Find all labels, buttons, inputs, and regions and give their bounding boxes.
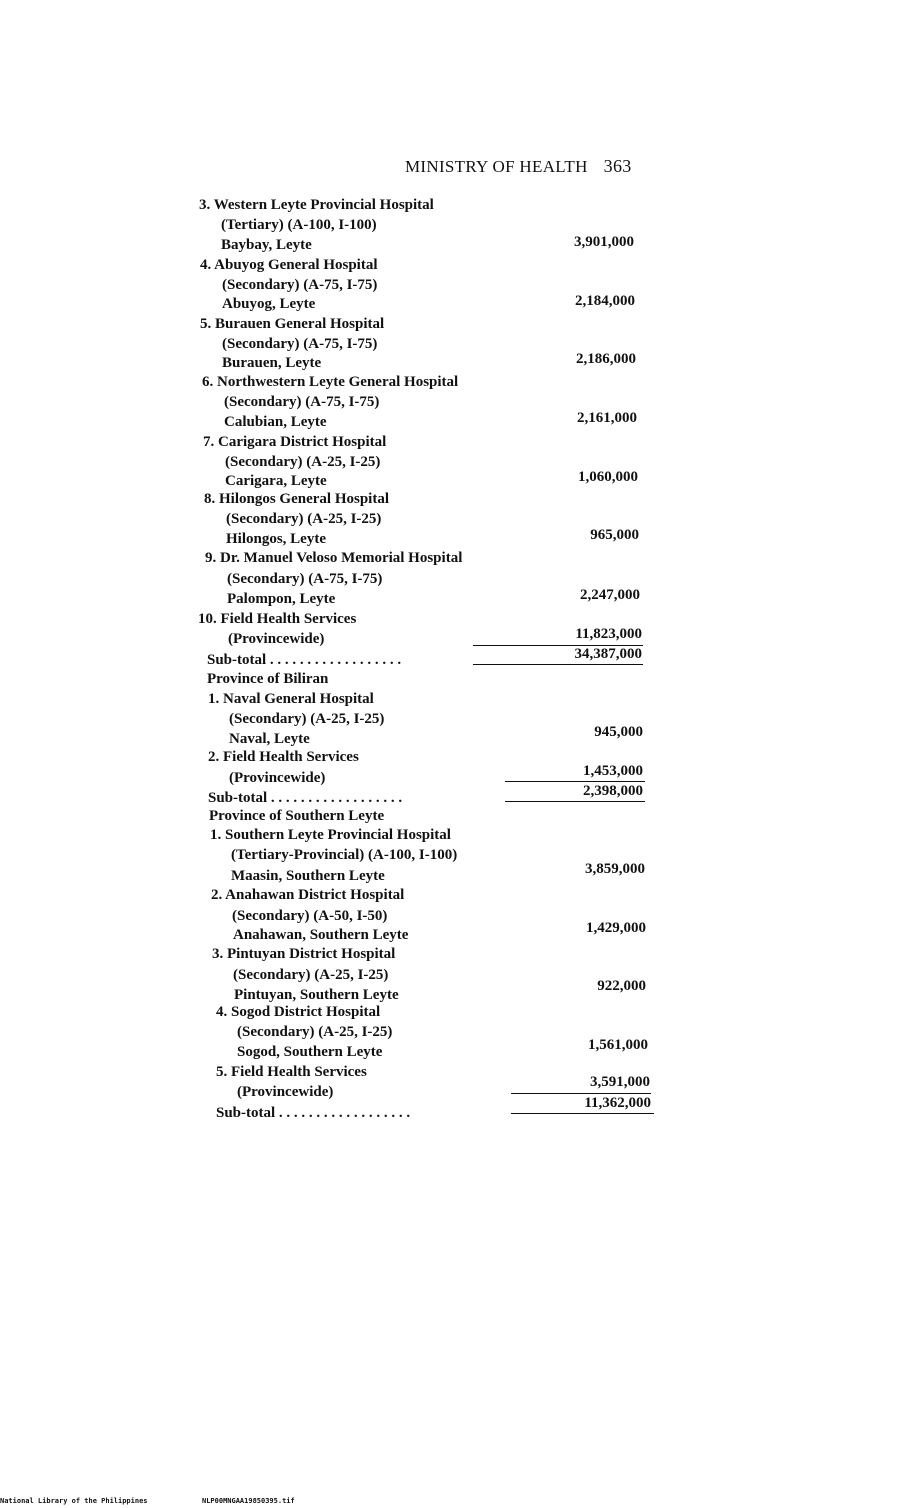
page-title: MINISTRY OF HEALTH — [405, 157, 588, 176]
page-number: 363 — [603, 156, 632, 176]
item-location: Baybay, Leyte — [221, 237, 312, 253]
item-class: (Secondary) (A-25, I-25) — [229, 711, 385, 727]
item-name: 9. Dr. Manuel Veloso Memorial Hospital — [205, 550, 463, 566]
item-class: (Secondary) (A-50, I-50) — [232, 908, 388, 924]
subtotal-label: Sub-total . . . . . . . . . . . . . . . . . . — [207, 652, 402, 668]
item-class: (Secondary) (A-25, I-25) — [233, 967, 389, 983]
subtotal-underline — [511, 1113, 654, 1114]
item-location: Palompon, Leyte — [227, 591, 336, 607]
item-class: (Secondary) (A-75, I-75) — [224, 394, 380, 410]
item-amount: 1,561,000 — [588, 1037, 648, 1053]
section-heading: Province of Southern Leyte — [209, 808, 385, 824]
subtotal-amount: 2,398,000 — [583, 783, 643, 799]
item-name: 3. Western Leyte Provincial Hospital — [199, 197, 434, 213]
subtotal-underline — [473, 664, 643, 665]
item-name: 8. Hilongos General Hospital — [204, 491, 390, 507]
item-amount: 1,453,000 — [583, 763, 643, 779]
page-header — [405, 156, 632, 177]
item-amount: 965,000 — [590, 527, 639, 543]
item-name: 3. Pintuyan District Hospital — [212, 946, 396, 962]
item-class: (Secondary) (A-75, I-75) — [222, 277, 378, 293]
item-location: Anahawan, Southern Leyte — [233, 927, 409, 943]
item-name: 1. Naval General Hospital — [208, 691, 374, 707]
item-location: Pintuyan, Southern Leyte — [234, 987, 399, 1003]
item-name: 4. Abuyog General Hospital — [200, 257, 378, 273]
item-amount: 2,161,000 — [577, 410, 637, 426]
item-class: (Secondary) (A-75, I-75) — [222, 336, 378, 352]
subtotal-underline — [505, 801, 645, 802]
item-name: 7. Carigara District Hospital — [203, 434, 387, 450]
item-name: 1. Southern Leyte Provincial Hospital — [210, 827, 451, 843]
item-location: Carigara, Leyte — [225, 473, 327, 489]
subtotal-label: Sub-total . . . . . . . . . . . . . . . . . . — [216, 1105, 411, 1121]
item-class: (Provincewide) — [228, 631, 325, 647]
item-location: Hilongos, Leyte — [226, 531, 326, 547]
item-class: (Provincewide) — [229, 770, 326, 786]
item-name: 5. Field Health Services — [216, 1064, 367, 1080]
item-class: (Secondary) (A-25, I-25) — [237, 1024, 393, 1040]
item-amount: 2,184,000 — [575, 293, 635, 309]
item-amount: 1,060,000 — [578, 469, 638, 485]
item-class: (Tertiary) (A-100, I-100) — [221, 217, 377, 233]
item-location: Calubian, Leyte — [224, 414, 327, 430]
section-heading: Province of Biliran — [207, 671, 329, 687]
subtotal-amount: 11,362,000 — [584, 1095, 651, 1111]
item-location: Maasin, Southern Leyte — [231, 868, 385, 884]
item-class: (Secondary) (A-25, I-25) — [226, 511, 382, 527]
item-amount: 2,186,000 — [576, 351, 636, 367]
item-amount: 3,859,000 — [585, 861, 645, 877]
item-name: 6. Northwestern Leyte General Hospital — [202, 374, 459, 390]
item-class: (Secondary) (A-25, I-25) — [225, 454, 381, 470]
item-amount: 3,591,000 — [590, 1074, 650, 1090]
item-amount: 1,429,000 — [586, 920, 646, 936]
item-amount: 922,000 — [597, 978, 646, 994]
item-name: 2. Field Health Services — [208, 749, 359, 765]
item-name: 10. Field Health Services — [198, 611, 357, 627]
item-amount: 2,247,000 — [580, 587, 640, 603]
item-class: (Tertiary-Provincial) (A-100, I-100) — [231, 847, 458, 863]
item-class: (Provincewide) — [237, 1084, 334, 1100]
item-amount: 3,901,000 — [574, 234, 634, 250]
item-class: (Secondary) (A-75, I-75) — [227, 571, 383, 587]
item-location: Sogod, Southern Leyte — [237, 1044, 383, 1060]
item-amount: 11,823,000 — [575, 626, 642, 642]
item-amount: 945,000 — [594, 724, 643, 740]
item-location: Burauen, Leyte — [222, 355, 322, 371]
subtotal-amount: 34,387,000 — [574, 646, 642, 662]
item-location: Abuyog, Leyte — [222, 296, 316, 312]
item-name: 2. Anahawan District Hospital — [211, 887, 405, 903]
footer-file: NLP00MNGAA19850395.tif — [202, 1497, 295, 1505]
item-name: 5. Burauen General Hospital — [200, 316, 385, 332]
item-name: 4. Sogod District Hospital — [216, 1004, 381, 1020]
subtotal-label: Sub-total . . . . . . . . . . . . . . . . . . — [208, 790, 403, 806]
item-location: Naval, Leyte — [229, 731, 310, 747]
footer-library: National Library of the Philippines — [0, 1497, 148, 1505]
